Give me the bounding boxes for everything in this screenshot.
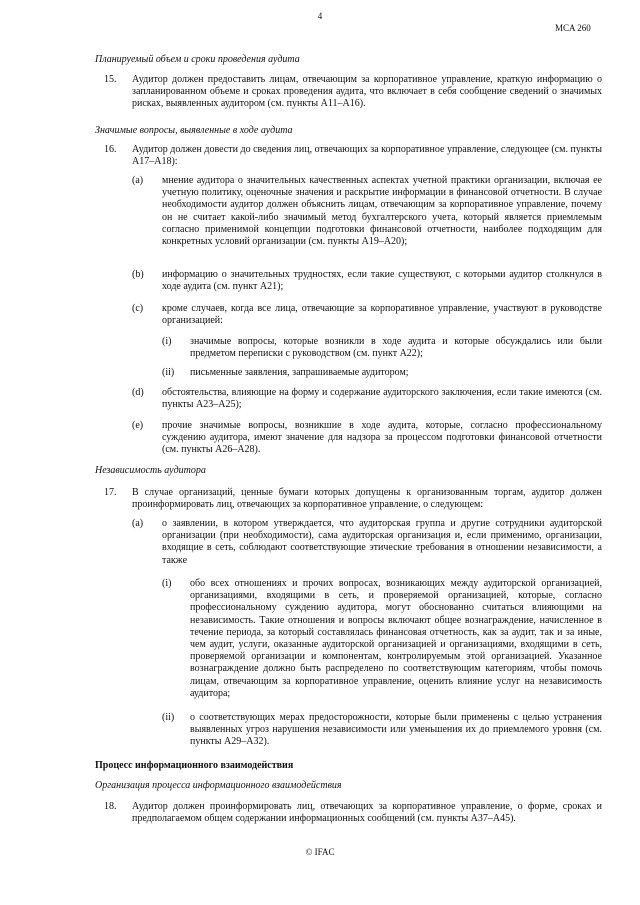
section-heading: Планируемый объем и сроки проведения аудита [95,54,300,65]
list-label: (c) [132,303,144,314]
section-heading-bold: Процесс информационного взаимодействия [95,760,294,771]
sublist-label: (i) [162,336,172,347]
list-label: (a) [132,518,144,529]
list-item-text: мнение аудитора о значительных качественных аспектах учетной практики организации, включая ее учетную политику, оценочные значения и раскрытие информации в финансовой отчетности. В случае необходимости аудитор должен объяснить лицам, отвечающим за корпоративное управление, почему он не считает какой-либо значимый метод бухгалтерского учета, который является приемлемым согласно применимой концепции подготовки финансовой отчетности, наиболее подходящим для конкретных условий организации (см. пункты А19–А20); [162,175,602,248]
list-label: (b) [132,269,144,280]
list-item-text: обстоятельства, влияющие на форму и содержание аудиторского заключения, если такие имеются (см. пункты А23–А25); [162,387,602,411]
sublist-item-text: значимые вопросы, которые возникли в ходе аудита и которые обсуждались или были предметом переписки с руководством (см. пункт А22); [190,336,602,360]
document-code: MCA 260 [555,23,591,33]
paragraph-number: 15. [104,74,117,85]
list-label: (d) [132,387,144,398]
section-heading: Независимость аудитора [95,465,206,476]
sublist-item-text: письменные заявления, запрашиваемые аудитором; [190,367,409,378]
list-item-text: информацию о значительных трудностях, если такие существуют, с которыми аудитор столкнулся в ходе аудита (см. пункт А21); [162,269,602,293]
subsection-heading: Организация процесса информационного взаимодействия [95,780,342,791]
sublist-label: (ii) [162,367,175,378]
paragraph-text: В случае организаций, ценные бумаги которых допущены к организованным торгам, аудитор должен проинформировать лиц, отвечающих за корпоративное управление, о следующем: [132,487,602,511]
copyright-footer: © IFAC [305,847,335,857]
paragraph-text: Аудитор должен довести до сведения лиц, отвечающих за корпоративное управление, следующее (см. пункты А17–А18): [132,144,602,168]
section-heading: Значимые вопросы, выявленные в ходе аудита [95,125,293,136]
paragraph-text: Аудитор должен проинформировать лиц, отвечающих за корпоративное управление, о форме, сроках и предполагаемом общем содержании информационных сообщений (см. пункты А37–А45). [132,801,602,825]
paragraph-number: 16. [104,144,117,155]
list-label: (e) [132,420,144,431]
list-item-text: кроме случаев, когда все лица, отвечающие за корпоративное управление, участвуют в руководстве организацией: [162,303,602,327]
sublist-label: (i) [162,578,172,589]
sublist-item-text: обо всех отношениях и прочих вопросах, возникающих между аудиторской организацией, организациями, входящими в сеть, и проверяемой организацией, которые, согласно профессиональному суждению аудитора, могут обоснованно считаться влияющими на независимость. Такие отношения и вопросы включают общее вознаграждение, начисленное в течение периода, за который составлялась финансовая отчетность, как за аудит, так и за иные, чем аудит, услуги, оказанные аудиторской организацией и организациями, входящими в сеть, проверяемой организации и компонентам, контролируемым этой организацией. Указанное вознаграждение должно быть распределено по соответствующим категориям, чтобы помочь лицам, отвечающим за корпоративное управление, оценить влияние услуг на независимость аудитора; [190,578,602,699]
paragraph-text: Аудитор должен предоставить лицам, отвечающим за корпоративное управление, краткую информацию о запланированном объеме и сроках проведения аудита, что включает в себя сообщение сведений о значимых рисках, выявленных аудитором (см. пункты А11–А16). [132,74,602,110]
page-number: 4 [317,11,323,21]
paragraph-number: 17. [104,487,117,498]
list-item-text: прочие значимые вопросы, возникшие в ходе аудита, которые, согласно профессиональному суждению аудитора, имеют значение для надзора за процессом подготовки финансовой отчетности (см. пункты А26–А28). [162,420,602,456]
sublist-item-text: о соответствующих мерах предосторожности, которые были применены с целью устранения выявленных угроз нарушения независимости или уменьшения их до приемлемого уровня (см. пункты А29–А32). [190,712,602,748]
paragraph-number: 18. [104,801,117,812]
sublist-label: (ii) [162,712,175,723]
list-item-text: о заявлении, в котором утверждается, что аудиторская группа и другие сотрудники аудиторской организации (при необходимости), сама аудиторская организация и, если применимо, организации, входящие в сеть, соблюдают соответствующие этические требования в отношении независимости, а также [162,518,602,566]
list-label: (a) [132,175,144,186]
